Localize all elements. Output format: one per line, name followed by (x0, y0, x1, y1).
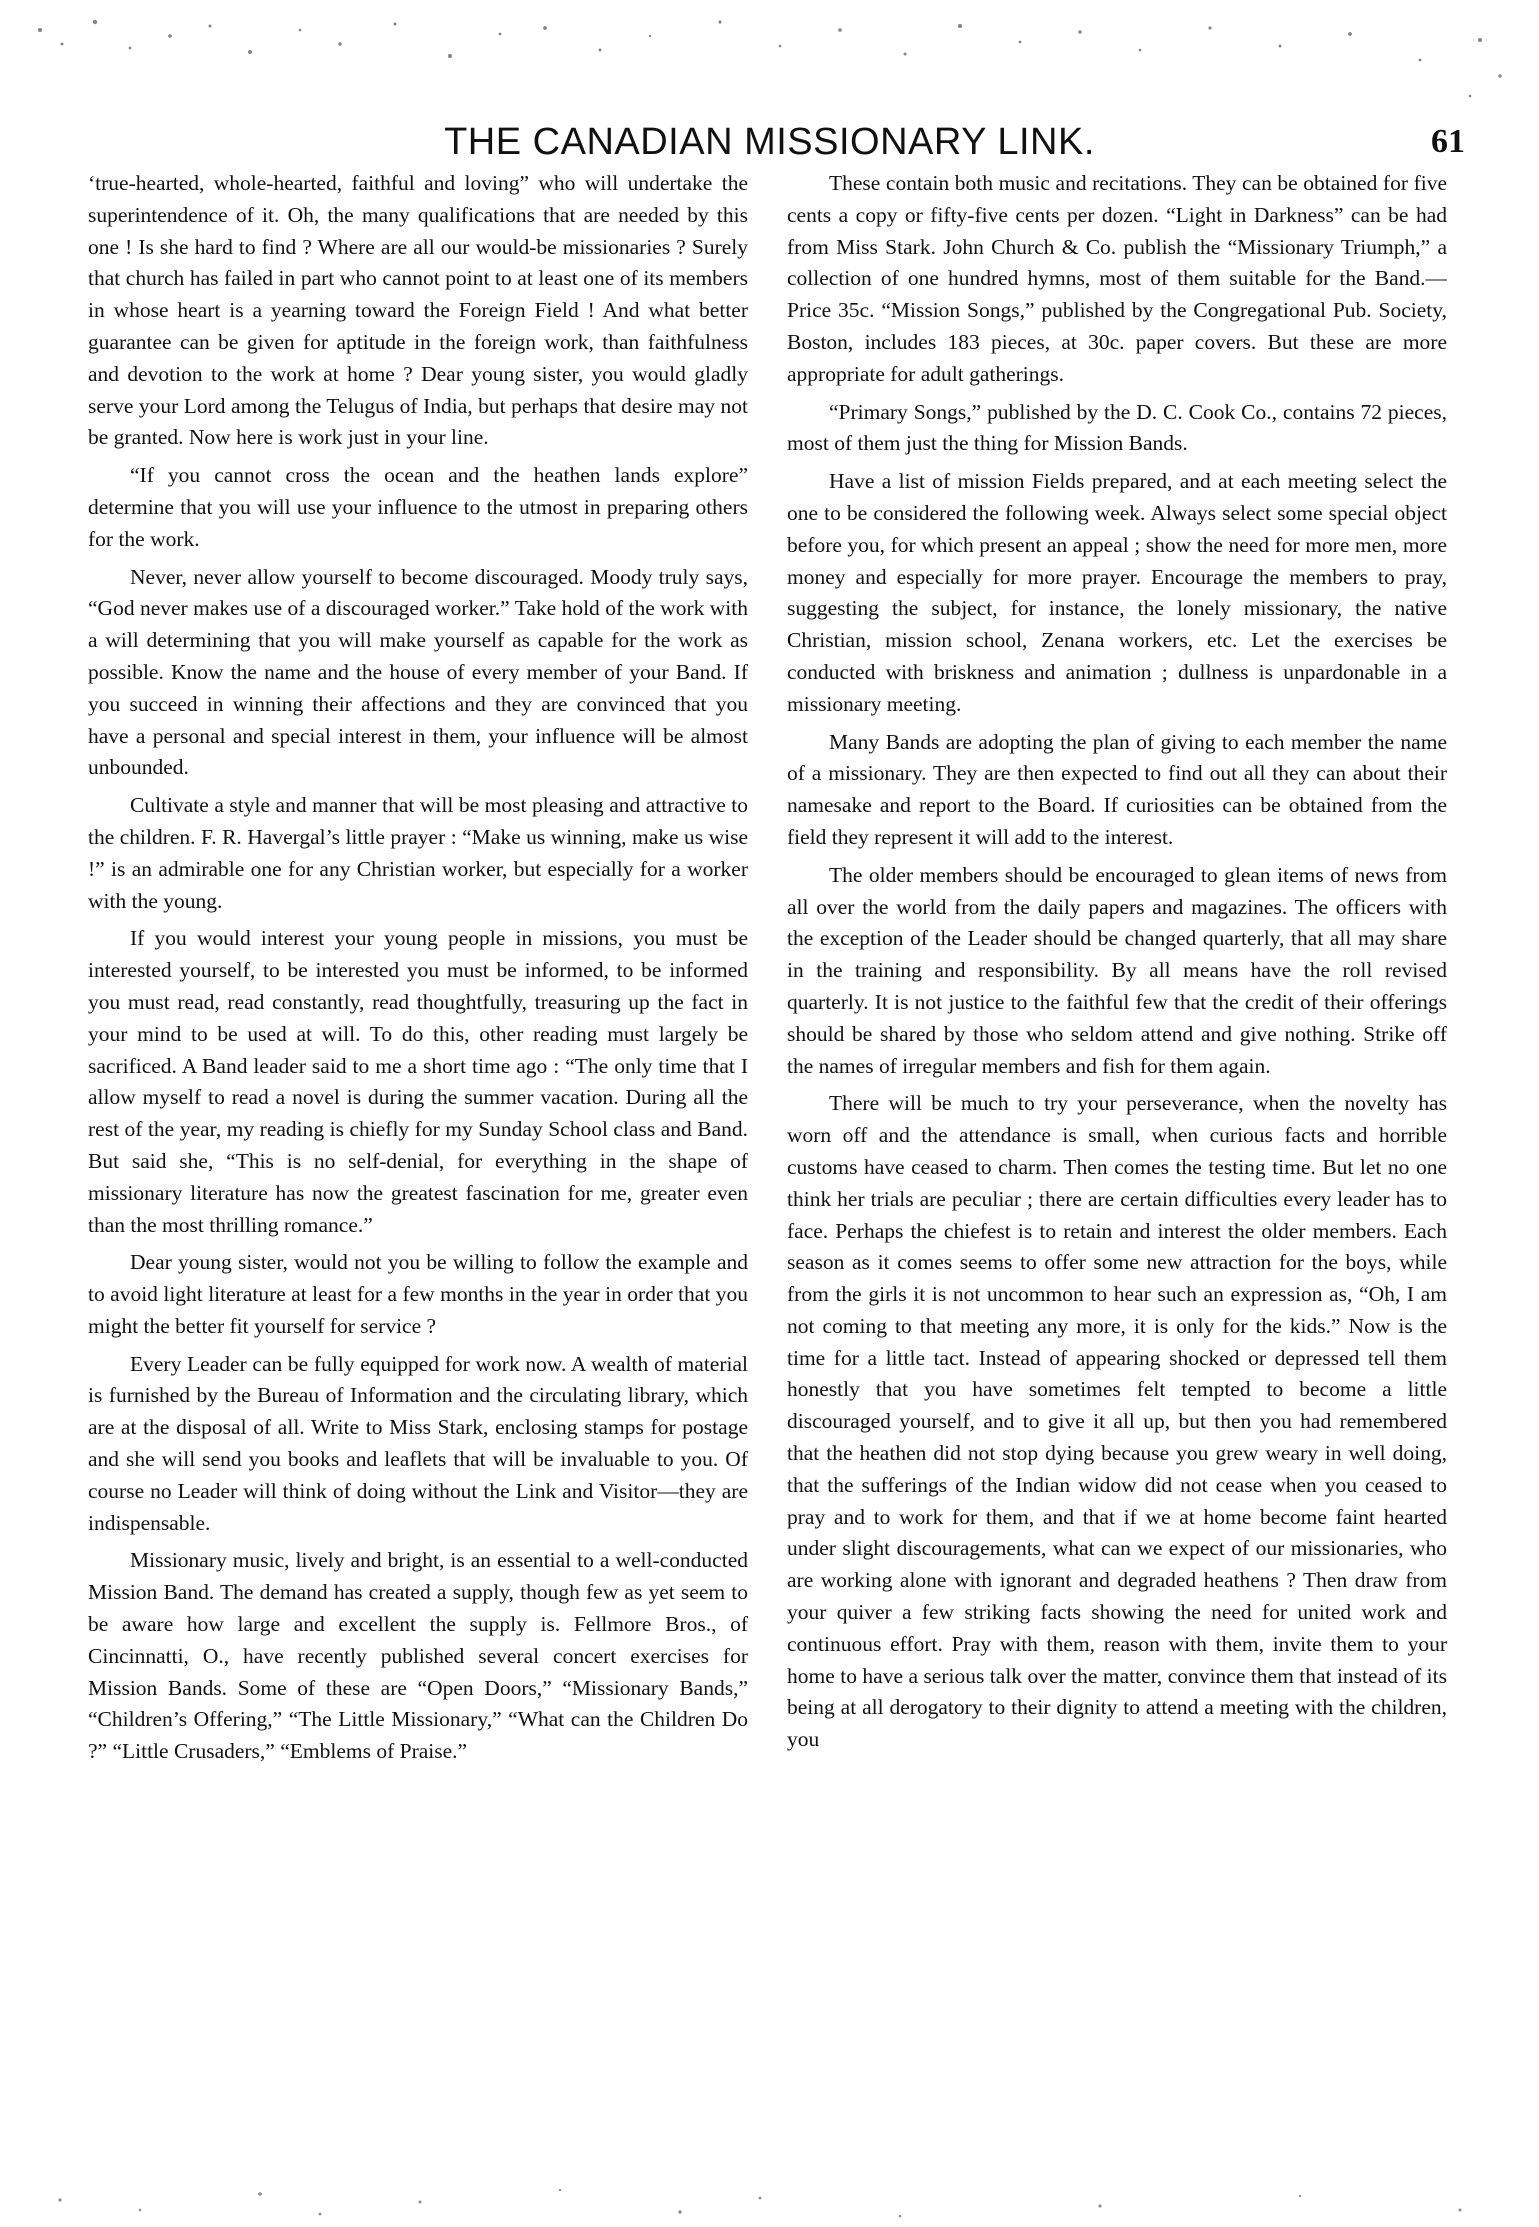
left-paragraph: Dear young sister, would not you be willing to follow the example and to avoid light literature at least for a few months in the year in order that you might the better fit yourself for service ? (88, 1250, 748, 1338)
left-paragraph: Never, never allow yourself to become discouraged. Moody truly says, “God never makes use of a discouraged worker.” Take hold of the work with a will determining that you will make yourself as capable for the work as possible. Know the name and the house of every member of your Band. If you succeed in winning their affections and they are convinced that you have a personal and special interest in them, your influence will be almost unbounded. (88, 564, 748, 780)
top-print-noise (0, 0, 1539, 120)
bottom-print-noise (0, 2170, 1539, 2227)
right-paragraph: Many Bands are adopting the plan of giving to each member the name of a missionary. They are then expected to find out all they can about their namesake and report to the Board. If curiosities can be obtained from the field they represent it will add to the interest. (787, 729, 1447, 849)
right-paragraph: There will be much to try your perseverance, when the novelty has worn off and the attendance is small, when curious facts and horrible customs have ceased to charm. Then comes the testing time. But let no one think her trials are peculiar ; there are certain difficulties every leader has to face. Perhaps the chiefest is to retain and interest the older members. Each season as it comes seems to offer some new attraction for the boys, while from the girls it is not uncommon to hear such an expression as, “Oh, I am not coming to that meeting any more, it is only for the kids.” Now is the time for a little tact. Instead of appearing shocked or depressed tell them honestly that you have sometimes felt tempted to become a little discouraged yourself, and to give it all up, but then you had remembered that the heathen did not stop dying because you grew weary in well doing, that the sufferings of the Indian widow did not cease when you ceased to pray and to work for them, and that if we at home become faint hearted under slight discouragements, what can we expect of our missionaries, who are working alone with ignorant and degraded heathens ? Then draw from your quiver a few striking facts showing the need for united work and continuous effort. Pray with them, reason with them, invite them to your home to have a serious talk over the matter, convince them that instead of its being at all derogatory to their dignity to attend a meeting with the children, you (787, 1091, 1447, 1752)
left-paragraph: If you would interest your young people in missions, you must be interested yourself, to be interested you must be informed, to be informed you must read, read constantly, read thoughtfully, treasuring up the fact in your mind to be used at will. To do this, other reading must largely be sacrificed. A Band leader said to me a short time ago : “The only time that I allow myself to read a novel is during the summer vacation. During all the rest of the year, my reading is chiefly for my Sunday School class and Band. But said she, “This is no self-denial, for everything in the shape of missionary literature has now the greatest fascination for me, greater even than the most thrilling romance.” (88, 926, 748, 1237)
left-column (88, 168, 748, 2208)
right-paragraph: These contain both music and recitations. They can be obtained for five cents a copy or fifty-five cents per dozen. “Light in Darkness” can be had from Miss Stark. John Church & Co. publish the “Missionary Triumph,” a collection of one hundred hymns, most of them suitable for the Band.—Price 35c. “Mission Songs,” published by the Congregational Pub. Society, Boston, includes 183 pieces, at 30c. paper covers. But these are more appropriate for adult gatherings. (787, 171, 1447, 386)
left-paragraph: “If you cannot cross the ocean and the heathen lands explore” determine that you will use your influence to the utmost in preparing others for the work. (88, 463, 748, 551)
running-title: THE CANADIAN MISSIONARY LINK. (444, 121, 1095, 163)
right-column (787, 168, 1447, 2208)
left-paragraph: ‘true-hearted, whole-hearted, faithful and loving” who will undertake the superintendence of it. Oh, the many qualifications that are needed by this one ! Is she hard to find ? Where are all our would-be missionaries ? Surely that church has failed in part who cannot point to at least one of its members in whose heart is a yearning toward the Foreign Field ! And what better guarantee can be given for aptitude in the foreign work, than faithfulness and devotion to the work at home ? Dear young sister, you would gladly serve your Lord among the Telugus of India, but perhaps that desire may not be granted. Now here is work just in your line. (88, 171, 748, 450)
left-paragraph: Every Leader can be fully equipped for work now. A wealth of material is furnished by the Bureau of Information and the circulating library, which are at the disposal of all. Write to Miss Stark, enclosing stamps for postage and she will send you books and leaflets that will be invaluable to you. Of course no Leader will think of doing without the Link and Visitor—they are indispensable. (88, 1351, 748, 1535)
right-paragraph: The older members should be encouraged to glean items of news from all over the world from the daily papers and magazines. The officers with the exception of the Leader should be changed quarterly, that all may share in the training and responsibility. By all means have the roll revised quarterly. It is not justice to the faithful few that the credit of their offerings should be shared by those who seldom attend and give nothing. Strike off the names of irregular members and fish for them again. (787, 862, 1447, 1078)
page-number: 61 (1431, 123, 1465, 160)
left-paragraph: Missionary music, lively and bright, is an essential to a well-conducted Mission Band. The demand has created a supply, though few as yet seem to be aware how large and excellent the supply is. Fellmore Bros., of Cincinnatti, O., have recently published several concert exercises for Mission Bands. Some of these are “Open Doors,” “Missionary Bands,” “Children’s Offering,” “The Little Missionary,” “What can the Children Do ?” “Little Crusaders,” “Emblems of Praise.” (88, 1548, 748, 1764)
right-paragraph: “Primary Songs,” published by the D. C. Cook Co., contains 72 pieces, most of them just the thing for Mission Bands. (787, 399, 1447, 456)
right-paragraph: Have a list of mission Fields prepared, and at each meeting select the one to be considered the following week. Always select some special object before you, for which present an appeal ; show the need for more men, more money and especially for more prayer. Encourage the members to pray, suggesting the subject, for instance, the lonely missionary, the native Christian, mission school, Zenana workers, etc. Let the exercises be conducted with briskness and animation ; dullness is unpardonable in a missionary meeting. (787, 469, 1447, 716)
left-paragraph: Cultivate a style and manner that will be most pleasing and attractive to the children. F. R. Havergal’s little prayer : “Make us winning, make us wise !” is an admirable one for any Christian worker, but especially for a worker with the young. (88, 793, 748, 913)
page-header (60, 118, 1479, 166)
